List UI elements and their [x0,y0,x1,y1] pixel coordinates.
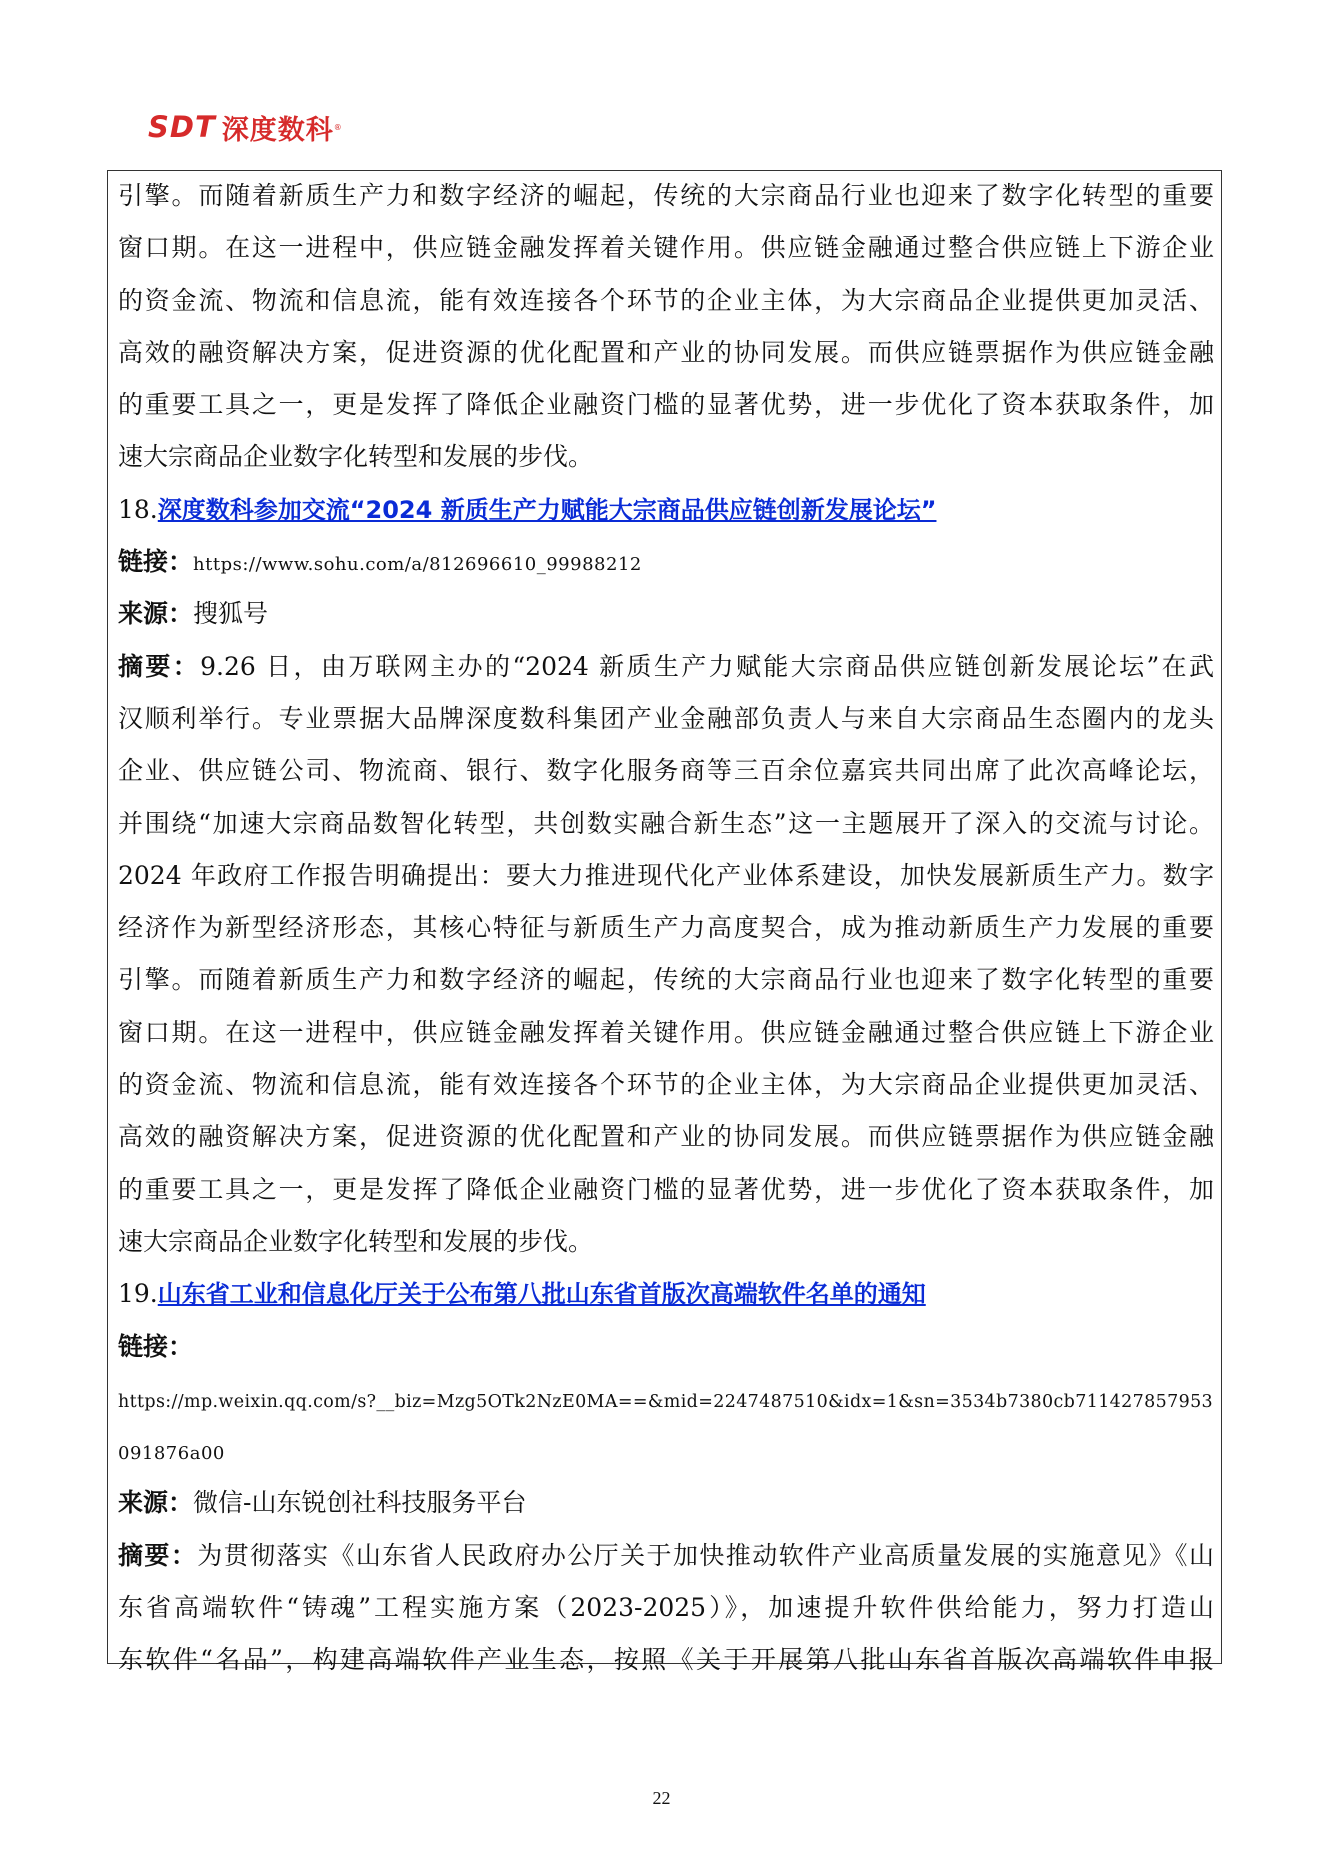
logo-mark: SDT [148,110,216,144]
item-heading [118,484,1214,536]
summary-first-line [118,641,1214,693]
summary-text: 9.26 日，由万联网主办的“2024 新质生产力赋能大宗商品供应链创新发展论坛”在武 [200,651,1214,681]
item-url: https://www.sohu.com/a/812696610_99988212 [193,554,642,576]
paragraph-line: 引擎。而随着新质生产力和数字经济的崛起，传统的大宗商品行业也迎来了数字化转型的重要 [118,181,1214,210]
continued-paragraph [118,170,1214,484]
item-source: 微信-山东锐创社科技服务平台 [193,1488,527,1518]
item-title-link[interactable]: 山东省工业和信息化厅关于公布第八批山东省首版次高端软件名单的通知 [157,1280,926,1309]
link-label: 链接： [118,1331,194,1361]
summary-line: 的重要工具之一，更是发挥了降低企业融资门槛的显著优势，进一步优化了资本获取条件，加 [118,1174,1214,1204]
summary-line: 经济作为新型经济形态，其核心特征与新质生产力高度契合，成为推动新质生产力发展的重要 [118,913,1214,943]
item-link-row [118,536,1214,588]
item-number: 18. [118,494,158,524]
summary-line: 引擎。而随着新质生产力和数字经济的崛起，传统的大宗商品行业也迎来了数字化转型的重要 [118,965,1214,995]
summary-line: 的资金流、物流和信息流，能有效连接各个环节的企业主体，为大宗商品企业提供更加灵活、 [118,1070,1214,1100]
summary-label: 摘要： [118,1540,198,1570]
paragraph-line: 的重要工具之一，更是发挥了降低企业融资门槛的显著优势，进一步优化了资本获取条件，加 [118,390,1214,420]
paragraph-line: 速大宗商品企业数字化转型和发展的步伐。 [118,442,594,472]
item-url-line [118,1425,1214,1477]
summary-line: 窗口期。在这一进程中，供应链金融发挥着关键作用。供应链金融通过整合供应链上下游企业 [118,1017,1214,1047]
summary-line: 并围绕“加速大宗商品数智化转型，共创数实融合新生态”这一主题展开了深入的交流与讨论。 [118,808,1214,838]
source-label: 来源： [118,1488,194,1518]
item-url-line [118,1373,1214,1425]
news-item-19 [118,1268,1214,1686]
link-label: 链接： [118,547,194,577]
summary-line: 企业、供应链公司、物流商、银行、数字化服务商等三百余位嘉宾共同出席了此次高峰论坛， [118,756,1214,786]
summary-line: 东软件“名品”，构建高端软件产业生态，按照《关于开展第八批山东省首版次高端软件申报 [118,1645,1214,1675]
item-source-row [118,588,1214,640]
paragraph-line: 高效的融资解决方案，促进资源的优化配置和产业的协同发展。而供应链票据作为供应链金融 [118,337,1214,367]
item-source: 搜狐号 [193,599,269,629]
summary-line: 汉顺利举行。专业票据大品牌深度数科集团产业金融部负责人与来自大宗商品生态圈内的龙头 [118,703,1214,733]
paragraph-line: 窗口期。在这一进程中，供应链金融发挥着关键作用。供应链金融通过整合供应链上下游企业 [118,233,1214,263]
summary-line: 东省高端软件“铸魂”工程实施方案（2023-2025）》，加速提升软件供给能力，努力打造山 [118,1593,1214,1623]
paragraph-line: 的资金流、物流和信息流，能有效连接各个环节的企业主体，为大宗商品企业提供更加灵活、 [118,285,1214,315]
logo-trademark: ® [333,122,342,132]
source-label: 来源： [118,599,194,629]
page-number: 22 [652,1788,671,1808]
item-url-continued: 091876a00 [118,1443,225,1465]
item-number: 19. [118,1279,158,1309]
summary-first-line [118,1530,1214,1582]
summary-label: 摘要： [118,651,201,681]
summary-line: 2024 年政府工作报告明确提出：要大力推进现代化产业体系建设，加快发展新质生产力。数字 [118,860,1214,890]
item-source-row [118,1477,1214,1529]
news-item-18 [118,484,1214,1268]
summary-line: 高效的融资解决方案，促进资源的优化配置和产业的协同发展。而供应链票据作为供应链金融 [118,1122,1214,1152]
item-link-row [118,1321,1214,1373]
summary-text: 为贯彻落实《山东省人民政府办公厅关于加快推动软件产业高质量发展的实施意见》《山 [197,1540,1214,1570]
logo-text: 深度数科 [221,114,334,146]
item-title-link[interactable]: 深度数科参加交流“2024 新质生产力赋能大宗商品供应链创新发展论坛” [157,495,937,524]
item-url: https://mp.weixin.qq.com/s?__biz=Mzg5OTk2NzE0MA==&mid=2247487510&idx=1&sn=3534b7380cb711427857953 [118,1391,1214,1412]
summary-line: 速大宗商品企业数字化转型和发展的步伐。 [118,1226,594,1256]
item-heading [118,1268,1214,1320]
company-logo [148,108,342,146]
document-body [118,170,1214,1687]
